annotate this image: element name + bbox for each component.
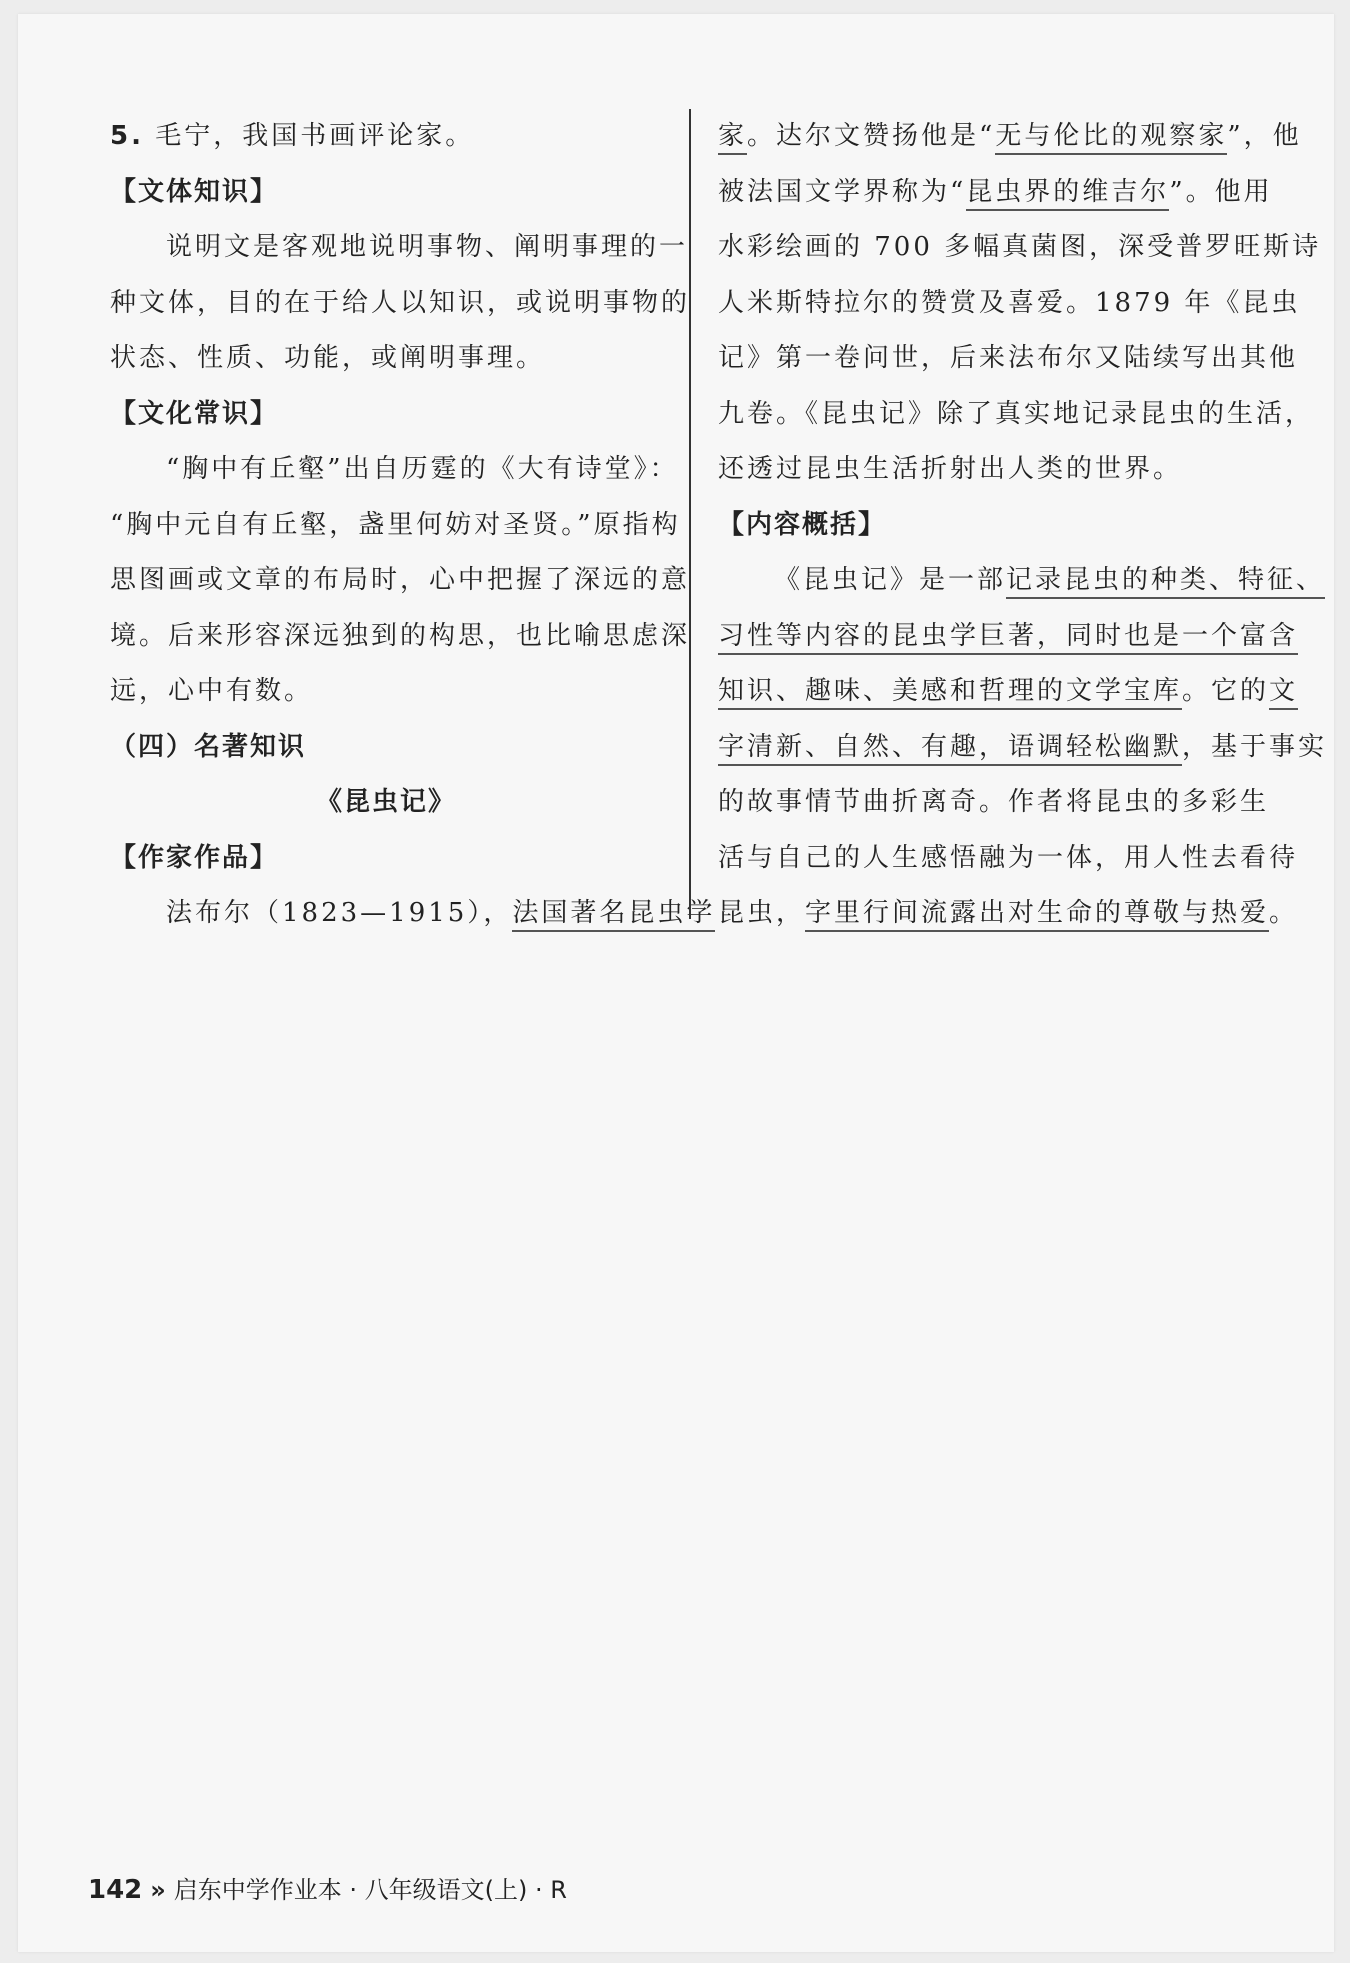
column-divider: [689, 109, 691, 919]
paragraph-line: [718, 553, 1326, 609]
paragraph-line: 还透过昆虫生活折射出人类的世界。: [718, 454, 1183, 484]
paragraph-line: [718, 886, 1299, 942]
underlined-text: 家: [718, 121, 747, 155]
paragraph-line: 水彩绘画的 700 多幅真菌图，深受普罗旺斯诗: [718, 232, 1322, 262]
paragraph-line: “胸中有丘壑”出自历霆的《大有诗堂》：: [166, 454, 679, 484]
note-line: [110, 109, 662, 165]
text-span: ，基于事实: [1182, 731, 1328, 762]
underlined-text: 记录昆虫的种类、特征、: [1006, 565, 1325, 599]
paragraph-line: 人米斯特拉尔的赞赏及喜爱。1879 年《昆虫: [718, 287, 1301, 318]
paragraph-line: 九卷。《昆虫记》除了真实地记录昆虫的生活，: [718, 398, 1315, 429]
underlined-text: 昆虫界的维吉尔: [966, 177, 1169, 211]
paragraph-line: 活与自己的人生感悟融为一体，用人性去看待: [718, 842, 1299, 873]
text-span: ”，他: [1227, 121, 1302, 151]
paragraph-line: [718, 609, 1299, 665]
text-span: 法布尔（1823—1915），: [166, 898, 513, 928]
book-title: 《昆虫记》: [315, 787, 456, 817]
text-span: 昆虫，: [718, 898, 806, 928]
paragraph-line: 远，心中有数。: [110, 676, 314, 706]
paragraph-line: 说明文是客观地说明事物、阐明事理的一: [166, 232, 689, 262]
underlined-text: 法国著名昆虫学: [512, 898, 715, 932]
underlined-text: 文: [1269, 676, 1298, 710]
underlined-text: 字清新、自然、有趣，语调轻松幽默: [718, 732, 1182, 766]
chevron-right-icon: »: [150, 1876, 166, 1904]
underlined-text: 字里行间流露出对生命的尊敬与热爱: [805, 898, 1269, 932]
paragraph-line: “胸中元自有丘壑，盏里何妨对圣贤。”原指构: [110, 509, 681, 540]
right-column: [718, 109, 1328, 942]
text-span: 《昆虫记》是一部: [774, 565, 1007, 595]
underlined-text: 无与伦比的观察家: [995, 121, 1227, 155]
text-span: 。: [1269, 898, 1299, 928]
paragraph-line: 境。后来形容深远独到的构思，也比喻思虑深: [110, 620, 691, 651]
paragraph-line: [110, 886, 716, 942]
section-heading-summary: 【内容概括】: [718, 509, 887, 540]
paragraph-line: 记》第一卷问世，后来法布尔又陆续写出其他: [718, 343, 1299, 373]
paragraph-line: [718, 664, 1299, 720]
page-footer: [88, 1870, 567, 1905]
book-page: [18, 14, 1334, 1952]
left-column: [110, 109, 716, 942]
paragraph-line: 的故事情节曲折离奇。作者将昆虫的多彩生: [718, 787, 1270, 817]
paragraph-line: 状态、性质、功能，或阐明事理。: [110, 343, 546, 373]
text-span: 。它的: [1182, 676, 1270, 706]
page-number: 142: [88, 1875, 143, 1905]
note-text: 毛宁，我国书画评论家。: [143, 121, 475, 151]
section-heading-author: 【作家作品】: [110, 842, 279, 873]
paragraph-line: [718, 165, 1273, 221]
section-heading-classics: （四）名著知识: [110, 731, 307, 762]
paragraph-line: [718, 109, 1302, 165]
underlined-text: 知识、趣味、美感和哲理的文学宝库: [718, 676, 1182, 710]
section-heading-culture: 【文化常识】: [110, 398, 279, 429]
section-heading-genre: 【文体知识】: [110, 176, 279, 207]
note-number: 5.: [110, 121, 144, 151]
text-span: 。达尔文赞扬他是“: [747, 121, 996, 151]
underlined-text: 习性等内容的昆虫学巨著，同时也是一个富含: [718, 621, 1298, 655]
text-span: 被法国文学界称为“: [718, 176, 967, 207]
paragraph-line: 种文体，目的在于给人以知识，或说明事物的: [110, 287, 691, 318]
paragraph-line: 思图画或文章的布局时，心中把握了深远的意: [110, 565, 691, 595]
paragraph-line: [718, 720, 1328, 776]
text-span: ”。他用: [1169, 176, 1273, 207]
book-info: 启东中学作业本 · 八年级语文(上) · R: [173, 1876, 567, 1904]
